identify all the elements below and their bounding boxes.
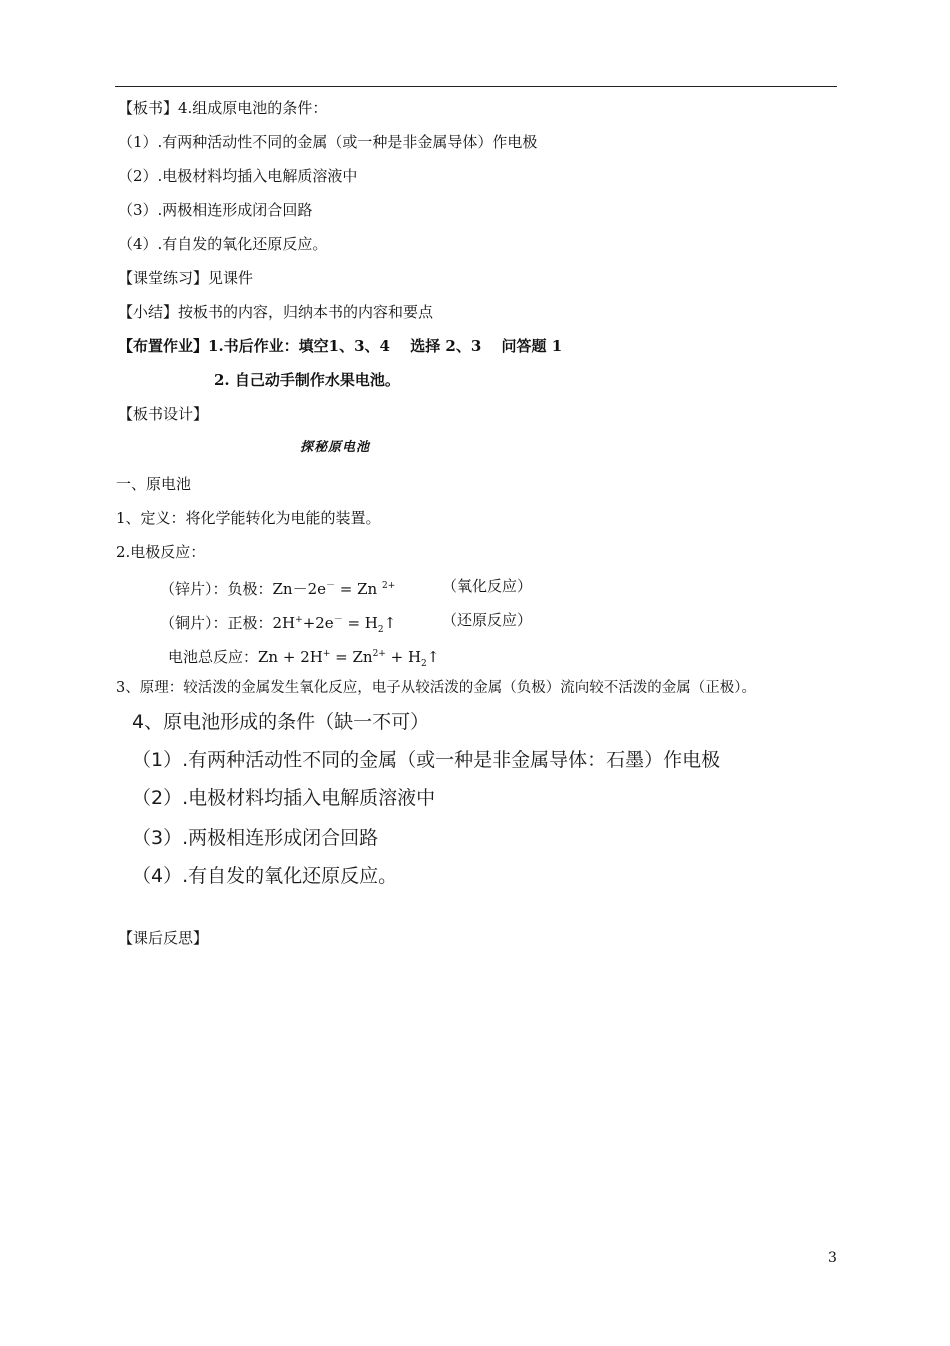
board-title: 探秘原电池 <box>300 440 371 455</box>
definition: 1、定义：将化学能转化为电能的装置。 <box>116 509 381 527</box>
homework-2: 2. 自己动手制作水果电池。 <box>214 371 400 389</box>
page-number: 3 <box>828 1250 837 1266</box>
condition-3: （3）.两极相连形成闭合回路 <box>118 201 313 219</box>
board-note-heading: 【板书】4.组成原电池的条件： <box>118 99 328 117</box>
condition-1: （1）.有两种活动性不同的金属（或一种是非金属导体）作电极 <box>118 133 538 151</box>
class-exercise: 【课堂练习】见课件 <box>118 269 254 287</box>
section-galvanic-cell: 一、原电池 <box>116 475 192 493</box>
image-condition-4: （4）.有自发的氧化还原反应。 <box>132 865 398 887</box>
image-condition-3: （3）.两极相连形成闭合回路 <box>132 827 379 849</box>
image-condition-1: （1）.有两种活动性不同的金属（或一种是非金属导体：石墨）作电极 <box>132 749 721 771</box>
copper-reaction: （铜片）：正极：$2H^++2e^- = H_2↑$ （还原反应） <box>160 611 533 635</box>
summary: 【小结】按板书的内容，归纳本书的内容和要点 <box>118 303 434 321</box>
electrode-reactions-heading: 2.电极反应： <box>116 543 206 561</box>
image-condition-2: （2）.电极材料均插入电解质溶液中 <box>132 787 436 809</box>
zinc-reaction: （锌片）：负极：Zn－2e－ = Zn $^{2+}$ （氧化反应） <box>160 577 533 598</box>
homework: 【布置作业】1.书后作业：填空1、3、4 选择 2、3 问答题 1 <box>118 337 563 355</box>
condition-2: （2）.电极材料均插入电解质溶液中 <box>118 167 358 185</box>
board-design-heading: 【板书设计】 <box>118 405 209 423</box>
total-reaction: 电池总反应：$Zn + 2H^+ = Zn^{2+}$ + $H_2↑$ <box>168 648 440 669</box>
image-conditions-heading: 4、原电池形成的条件（缺一不可） <box>132 711 430 733</box>
condition-4: （4）.有自发的氧化还原反应。 <box>118 235 328 253</box>
reflection-heading: 【课后反思】 <box>118 929 209 947</box>
header-rule <box>115 86 837 87</box>
principle: 3、原理：较活泼的金属发生氧化反应，电子从较活泼的金属（负极）流向较不活泼的金属（正极）。 <box>116 680 756 696</box>
